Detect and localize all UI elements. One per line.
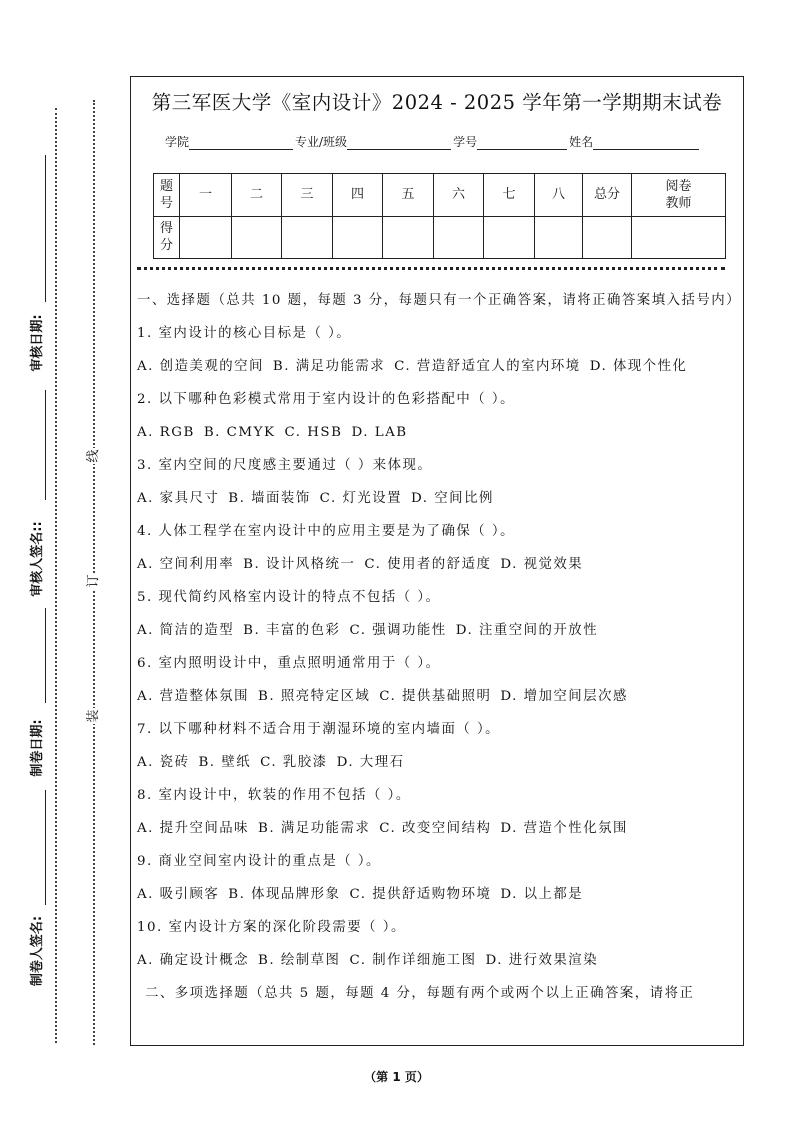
field-college-blank[interactable] (189, 135, 293, 150)
option-b[interactable]: B. 照亮特定区域 (258, 689, 371, 704)
option-d[interactable]: D. 体现个性化 (589, 359, 688, 374)
option-d[interactable]: D. 空间比例 (411, 491, 494, 506)
option-d[interactable]: D. LAB (351, 425, 408, 440)
option-a[interactable]: A. 家具尺寸 (137, 491, 220, 506)
row-head-question: 题 号 (154, 174, 180, 217)
option-c[interactable]: C. 提供舒适购物环境 (349, 887, 492, 902)
binding-dotted-line-outer (55, 108, 57, 1043)
question-1: 1. 室内设计的核心目标是（ ）。 (137, 326, 352, 341)
option-a[interactable]: A. 吸引顾客 (137, 887, 220, 902)
field-college-label: 学院 (165, 135, 190, 149)
field-major-label: 专业/班级 (295, 135, 348, 149)
option-d[interactable]: D. 注重空间的开放性 (455, 623, 599, 638)
option-b[interactable]: B. 丰富的色彩 (243, 623, 341, 638)
field-id-blank[interactable] (477, 135, 567, 150)
score-cell[interactable] (232, 216, 282, 259)
student-info-row (165, 133, 701, 150)
option-c[interactable]: C. 灯光设置 (319, 491, 403, 506)
col-1: 一 (180, 174, 232, 217)
review-date-blank (45, 155, 46, 302)
exam-title: 第三军医大学《室内设计》2024 - 2025 学年第一学期期末试卷 (151, 91, 723, 114)
reviewer-signature-label: 审核人签名:: (29, 521, 45, 597)
option-a[interactable]: A. 营造整体氛围 (137, 689, 250, 704)
option-d[interactable]: D. 视觉效果 (500, 557, 584, 572)
col-grader: 阅卷 教师 (632, 174, 726, 217)
score-cell[interactable] (434, 216, 484, 259)
question-3: 3. 室内空间的尺度感主要通过（ ）来体现。 (137, 458, 433, 473)
question-10-options (137, 951, 739, 971)
option-b[interactable]: B. 墙面装饰 (228, 491, 311, 506)
option-c[interactable]: C. 使用者的舒适度 (364, 557, 492, 572)
paper-date-label: 制卷日期: (29, 719, 45, 777)
section-1-heading: 一、选择题（总共 10 题，每题 3 分，每题只有一个正确答案，请将正确答案填入括号内） (137, 293, 742, 308)
option-b[interactable]: B. 壁纸 (198, 755, 252, 770)
option-d[interactable]: D. 营造个性化氛围 (500, 821, 628, 836)
option-c[interactable]: C. 制作详细施工图 (349, 953, 477, 968)
question-3-options (137, 489, 739, 509)
option-a[interactable]: A. RGB (137, 425, 195, 440)
score-cell-total[interactable] (583, 216, 632, 259)
option-d[interactable]: D. 大理石 (336, 755, 405, 770)
binding-char-ding: 订 (86, 574, 101, 588)
score-cell[interactable] (535, 216, 583, 259)
option-b[interactable]: B. 体现品牌形象 (228, 887, 341, 902)
option-b[interactable]: B. 满足功能需求 (272, 359, 386, 374)
paper-maker-signature-label: 制卷人签名: (29, 915, 45, 987)
option-b[interactable]: B. CMYK (203, 425, 276, 440)
reviewer-signature-blank (45, 390, 46, 500)
question-2: 2. 以下哪种色彩模式常用于室内设计的色彩搭配中（ ）。 (137, 392, 515, 407)
option-d[interactable]: D. 以上都是 (500, 887, 584, 902)
score-table-score-row (154, 216, 726, 259)
option-a[interactable]: A. 创造美观的空间 (137, 359, 264, 374)
question-4: 4. 人体工程学在室内设计中的应用主要是为了确保（ ）。 (137, 524, 515, 539)
exam-frame (130, 76, 744, 1046)
paper-maker-signature-blank (45, 790, 46, 905)
option-c[interactable]: C. 改变空间结构 (379, 821, 492, 836)
option-b[interactable]: B. 满足功能需求 (258, 821, 371, 836)
col-3: 三 (282, 174, 333, 217)
field-name-label: 姓名 (569, 135, 594, 149)
option-a[interactable]: A. 瓷砖 (137, 755, 190, 770)
question-10: 10. 室内设计方案的深化阶段需要（ ）。 (137, 920, 406, 935)
question-1-options (137, 357, 739, 377)
score-cell-grader[interactable] (632, 216, 726, 259)
score-table (153, 173, 726, 259)
col-8: 八 (535, 174, 583, 217)
col-4: 四 (333, 174, 383, 217)
option-c[interactable]: C. HSB (284, 425, 343, 440)
field-id-label: 学号 (453, 135, 478, 149)
option-b[interactable]: B. 设计风格统一 (243, 557, 356, 572)
row-head-score: 得 分 (154, 216, 180, 259)
binding-char-zhuang: 装 (86, 709, 101, 723)
option-c[interactable]: C. 营造舒适宜人的室内环境 (394, 359, 581, 374)
option-a[interactable]: A. 确定设计概念 (137, 953, 250, 968)
option-c[interactable]: C. 乳胶漆 (260, 755, 328, 770)
question-6: 6. 室内照明设计中，重点照明通常用于（ ）。 (137, 656, 441, 671)
score-cell[interactable] (484, 216, 535, 259)
option-c[interactable]: C. 提供基础照明 (379, 689, 492, 704)
option-b[interactable]: B. 绘制草图 (258, 953, 341, 968)
option-c[interactable]: C. 强调功能性 (349, 623, 447, 638)
question-9: 9. 商业空间室内设计的重点是（ ）。 (137, 854, 381, 869)
question-8-options (137, 819, 739, 839)
review-date-label: 审核日期: (29, 314, 45, 372)
page-number: （第 1 页） (364, 1070, 429, 1084)
field-name-blank[interactable] (593, 135, 699, 150)
binding-char-xian: 线 (86, 449, 101, 463)
col-5: 五 (383, 174, 434, 217)
score-table-header-row (154, 174, 726, 217)
question-2-options (137, 423, 739, 443)
score-cell[interactable] (333, 216, 383, 259)
score-cell[interactable] (383, 216, 434, 259)
question-5: 5. 现代简约风格室内设计的特点不包括（ ）。 (137, 590, 441, 605)
col-total: 总分 (583, 174, 632, 217)
col-2: 二 (232, 174, 282, 217)
question-8: 8. 室内设计中，软装的作用不包括（ ）。 (137, 788, 411, 803)
paper-date-blank (45, 608, 46, 703)
question-9-options (137, 885, 739, 905)
question-5-options (137, 621, 739, 641)
option-d[interactable]: D. 增加空间层次感 (500, 689, 628, 704)
col-7: 七 (484, 174, 535, 217)
score-cell[interactable] (180, 216, 232, 259)
question-4-options (137, 555, 739, 575)
question-6-options (137, 687, 739, 707)
option-a[interactable]: A. 空间利用率 (137, 557, 235, 572)
field-major-blank[interactable] (347, 135, 451, 150)
question-7: 7. 以下哪种材料不适合用于潮湿环境的室内墙面（ ）。 (137, 722, 501, 737)
col-6: 六 (434, 174, 484, 217)
questions-area (137, 291, 742, 1004)
score-cell[interactable] (282, 216, 333, 259)
section-2-heading: 二、多项选择题（总共 5 题，每题 4 分，每题有两个或两个以上正确答案，请将正 (145, 986, 695, 1001)
dotted-separator (137, 267, 725, 270)
option-d[interactable]: D. 进行效果渲染 (485, 953, 599, 968)
option-a[interactable]: A. 提升空间品味 (137, 821, 250, 836)
question-7-options (137, 753, 739, 773)
option-a[interactable]: A. 简洁的造型 (137, 623, 235, 638)
